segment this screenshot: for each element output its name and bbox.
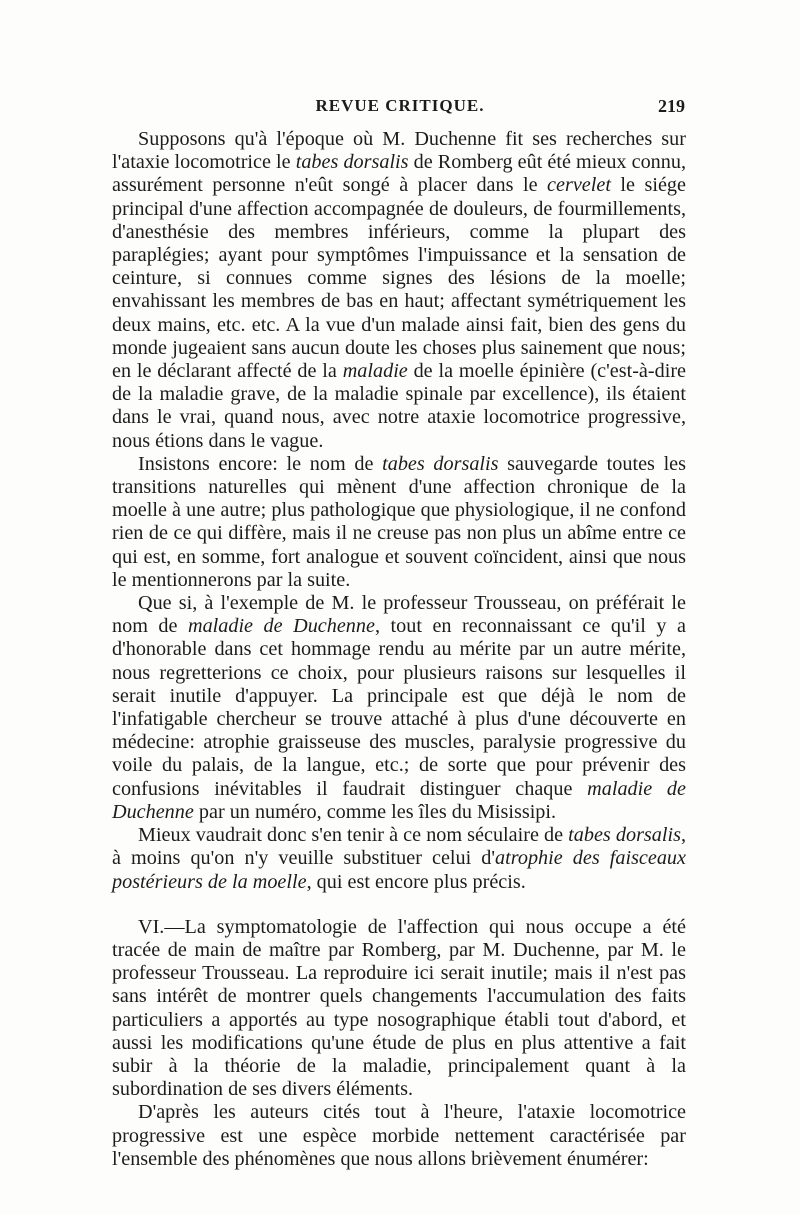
text-run: , qui est encore plus précis. <box>306 870 526 893</box>
text-run: , à moins qu'on n'y veuille substituer celui d' <box>112 824 686 870</box>
italic-term: tabes dorsalis <box>568 824 681 847</box>
page-number: 219 <box>658 96 685 116</box>
text-run: par un numéro, comme les îles du Misissipi. <box>193 800 557 823</box>
paragraph <box>112 824 686 894</box>
text-run: Insistons encore: le nom de <box>138 452 383 475</box>
text-run: de Romberg eût été mieux connu, assurément personne n'eût songé à placer dans le <box>112 151 687 197</box>
text-run: de la moelle épinière (c'est-à-dire de la maladie grave, de la maladie spinale par excellence), ils étaient dans le vrai, quand nous, avec notre ataxie locomotrice progressive, nous étions dans le vague. <box>112 360 686 452</box>
paragraph <box>112 453 686 592</box>
paragraph <box>112 916 686 1102</box>
running-title: REVUE CRITIQUE. <box>315 96 485 115</box>
text-run: VI.—La symptomatologie de l'affection qui nous occupe a été tracée de main de maître par Romberg, par M. Duchenne, par M. le professeur Trousseau. La reproduire ici serait inutile; mais il n'est pas sans intérêt de montrer quels changements l'accumulation des faits particuliers a apportés au type nosographique établi tout d'abord, et aussi les modifications qu'une étude de plus en plus attentive a fait subir à la théorie de la maladie, principalement quant à la subordination de ses divers éléments. <box>112 915 686 1101</box>
italic-term: tabes dorsalis <box>382 452 499 475</box>
italic-term: cervelet <box>547 174 611 197</box>
italic-term: atrophie des faisceaux postérieurs de la moelle <box>112 847 686 893</box>
text-run: D'après les auteurs cités tout à l'heure, l'ataxie locomotrice progressive est une espèce morbide nettement caractérisée par l'ensemble des phénomènes que nous allons brièvement énumérer: <box>112 1101 686 1170</box>
body-text <box>112 128 686 1171</box>
italic-term: maladie <box>342 360 408 383</box>
text-run: sauvegarde toutes les transitions naturelles qui mènent d'une affection chronique de la moelle à une autre; plus pathologique que physiologique, il ne confond rien de ce qui diffère, mais il ne creuse pas non plus un abîme entre ce qui est, en somme, fort analogue et souvent coïncident, ainsi que nous le mentionnerons par la suite. <box>112 452 686 591</box>
text-run: Que si, à l'exemple de M. le professeur Trousseau, on préférait le nom de <box>112 592 686 638</box>
italic-term: maladie de Duchenne <box>187 615 375 638</box>
paragraph <box>112 128 686 453</box>
running-header <box>115 96 685 122</box>
italic-term: maladie de Duchenne <box>112 777 686 823</box>
italic-term: tabes dorsalis <box>295 151 409 174</box>
text-run: , tout en reconnaissant ce qu'il y a d'honorable dans cet hommage rendu au mérite par un autre mérite, nous regretterions ce choix, pour plusieurs raisons sur lesquelles il serait inutile d'appuyer. La principale est que déjà le nom de l'infatigable chercheur se trouve attaché à plus d'une découverte en médecine: atrophie graisseuse des muscles, paralysie progressive du voile du palais, de la langue, etc.; de sorte que pour prévenir des confusions inévitables il faudrait distinguer chaque <box>112 615 686 800</box>
text-run: le siége principal d'une affection accompagnée de douleurs, de fourmillements, d'anesthésie des membres inférieurs, comme la plupart des paraplégies; ayant pour symptômes l'impuissance et la sensation de ceinture, si connues comme signes des lésions de la moelle; envahissant les membres de bas en haut; affectant symétriquement les deux mains, etc. etc. A la vue d'un malade ainsi fait, bien des gens du monde jugeaient sans aucun doute les choses plus sainement que nous; en le déclarant affecté de la <box>112 174 686 383</box>
text-run: Mieux vaudrait donc s'en tenir à ce nom séculaire de <box>138 824 569 847</box>
paragraph <box>112 592 686 824</box>
paragraph <box>112 1101 686 1171</box>
text-run: Supposons qu'à l'époque où M. Duchenne fit ses recherches sur l'ataxie locomotrice le <box>112 128 686 174</box>
